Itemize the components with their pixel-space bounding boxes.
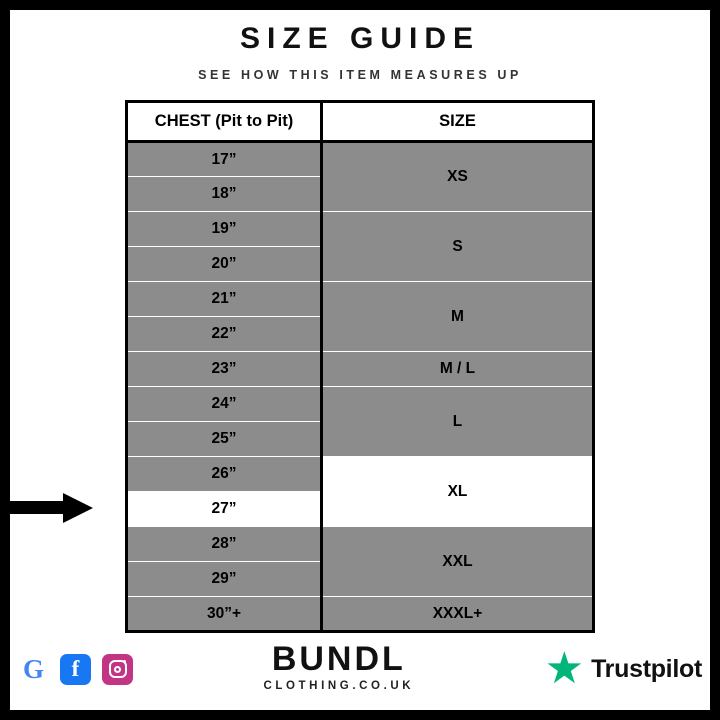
- page-subtitle: SEE HOW THIS ITEM MEASURES UP: [198, 68, 522, 82]
- chest-measurement-cell: 22”: [127, 317, 322, 352]
- column-header-chest: CHEST (Pit to Pit): [127, 102, 322, 142]
- footer: [10, 634, 710, 704]
- size-label-cell: M: [322, 282, 594, 352]
- chest-measurement-cell: 30”+: [127, 597, 322, 632]
- table-row: [127, 212, 594, 247]
- table-row: [127, 352, 594, 387]
- size-guide-card: [10, 10, 710, 710]
- chest-measurement-cell: 27”: [127, 492, 322, 527]
- google-icon[interactable]: [18, 654, 49, 685]
- instagram-icon-lens: [114, 666, 121, 673]
- chest-measurement-cell: 23”: [127, 352, 322, 387]
- size-table: [125, 100, 595, 633]
- chest-measurement-cell: 17”: [127, 142, 322, 177]
- chest-measurement-cell: 29”: [127, 562, 322, 597]
- google-icon-glyph: G: [22, 653, 44, 684]
- trustpilot-logo[interactable]: [544, 644, 702, 694]
- table-row: [127, 142, 594, 177]
- facebook-icon-glyph: f: [71, 656, 80, 681]
- trustpilot-star-icon: ★: [544, 644, 585, 694]
- size-label-cell: XXXL+: [322, 597, 594, 632]
- column-header-size: SIZE: [322, 102, 594, 142]
- table-row: [127, 527, 594, 562]
- size-label-cell: S: [322, 212, 594, 282]
- trustpilot-label: Trustpilot: [591, 654, 702, 683]
- instagram-icon[interactable]: [102, 654, 133, 685]
- page-title: SIZE GUIDE: [239, 22, 481, 55]
- chest-measurement-cell: 28”: [127, 527, 322, 562]
- brand-url: CLOTHING.CO.UK: [263, 680, 415, 692]
- chest-measurement-cell: 25”: [127, 422, 322, 457]
- table-row: [127, 387, 594, 422]
- size-label-cell: XXL: [322, 527, 594, 597]
- chest-measurement-cell: 20”: [127, 247, 322, 282]
- brand-logo: [263, 642, 414, 692]
- table-row: [127, 282, 594, 317]
- table-row: [127, 457, 594, 492]
- brand-name: BUNDL: [271, 640, 406, 678]
- size-label-cell: XL: [322, 457, 594, 527]
- size-label-cell: M / L: [322, 352, 594, 387]
- facebook-icon[interactable]: [60, 654, 91, 685]
- chest-measurement-cell: 18”: [127, 177, 322, 212]
- size-label-cell: L: [322, 387, 594, 457]
- chest-measurement-cell: 26”: [127, 457, 322, 492]
- selected-row-arrow-icon: [0, 495, 105, 521]
- size-label-cell: XS: [322, 142, 594, 212]
- chest-measurement-cell: 24”: [127, 387, 322, 422]
- chest-measurement-cell: 19”: [127, 212, 322, 247]
- table-header-row: [127, 102, 594, 142]
- instagram-icon-dot: [123, 660, 126, 663]
- chest-measurement-cell: 21”: [127, 282, 322, 317]
- size-table-container: [125, 100, 595, 633]
- social-links: [18, 654, 133, 685]
- table-row: [127, 597, 594, 632]
